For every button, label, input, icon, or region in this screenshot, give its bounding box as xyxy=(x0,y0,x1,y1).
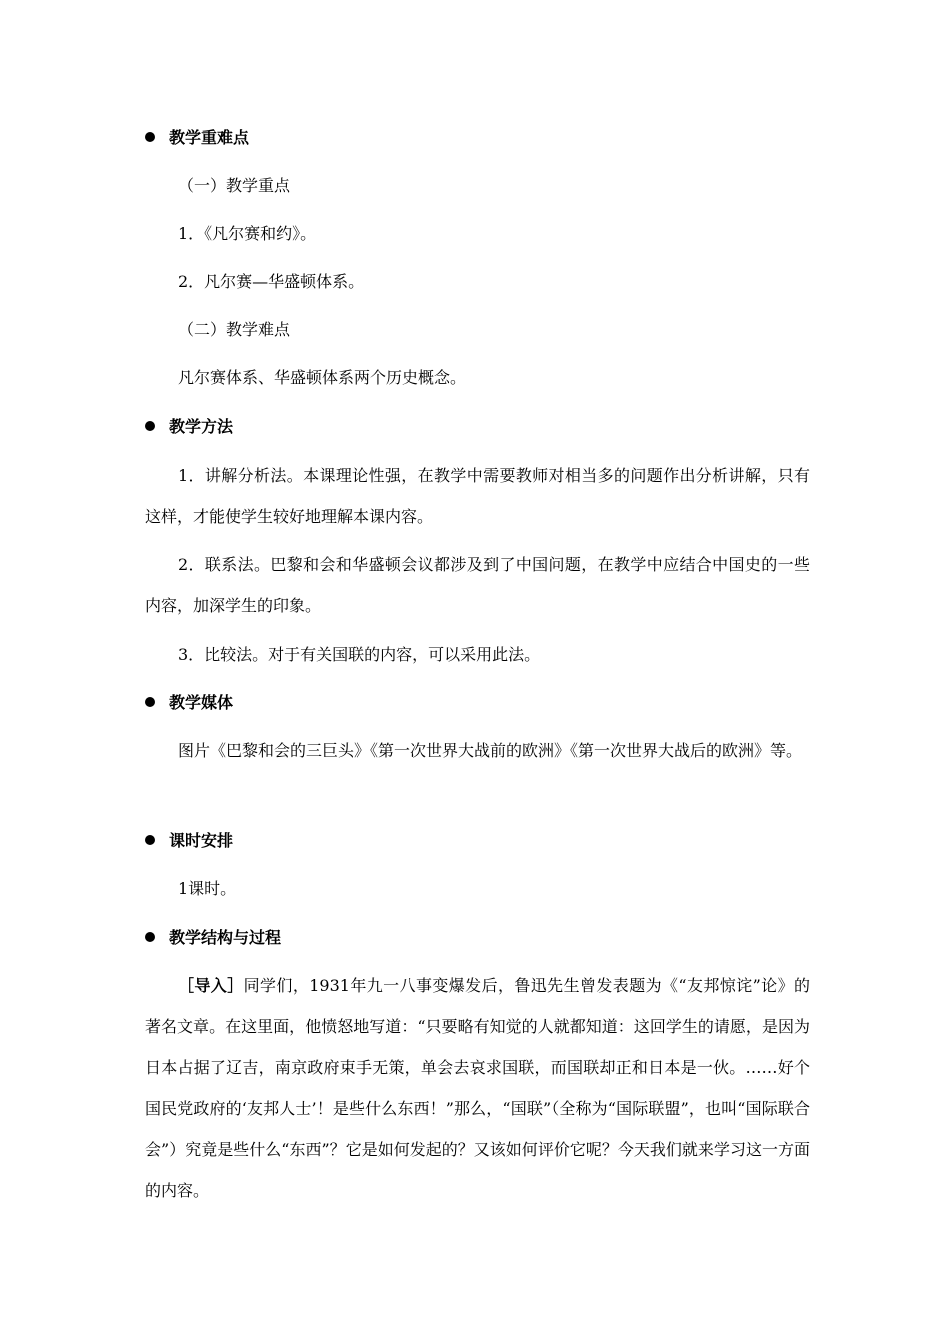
intro-tag: ［导入］ xyxy=(178,976,244,995)
intro-text: 同学们，1931年九一八事变爆发后，鲁迅先生曾发表题为《“友邦惊诧”论》的著名文章。在这里面，他愤怒地写道：“只要略有知觉的人就都知道：这回学生的请愿，是因为日本占据了辽吉，南京政府束手无策，单会去哀求国联，而国联却正和日本是一伙。……好个国民党政府的‘友邦人士’！是些什么东西！”那么，“国联”（全称为“国际联盟”，也叫“国际联合会”）究竟是些什么“东西”？它是如何发起的？又该如何评价它呢？今天我们就来学习这一方面的内容。 xyxy=(145,976,810,1200)
paragraph: 图片《巴黎和会的三巨头》《第一次世界大战前的欧洲》《第一次世界大战后的欧洲》等。 xyxy=(178,741,803,760)
text-line: （一）教学重点 xyxy=(178,176,291,195)
section-heading-structure-process: 教学结构与过程 xyxy=(145,928,281,948)
bullet-icon xyxy=(145,932,155,942)
text-line: （二）教学难点 xyxy=(178,320,291,339)
intro-paragraph xyxy=(145,965,810,1211)
paragraph: 2．联系法。巴黎和会和华盛顿会议都涉及到了中国问题，在教学中应结合中国史的一些内容，加深学生的印象。 xyxy=(145,555,810,615)
section-heading-teaching-media: 教学媒体 xyxy=(145,693,233,713)
bullet-icon xyxy=(145,835,155,845)
paragraph: 3．比较法。对于有关国联的内容，可以采用此法。 xyxy=(178,645,541,664)
section-heading-key-difficult-points: 教学重难点 xyxy=(145,128,249,148)
bullet-icon xyxy=(145,132,155,142)
text-line: 1．《凡尔赛和约》。 xyxy=(178,224,317,243)
section-heading-teaching-methods: 教学方法 xyxy=(145,417,233,437)
paragraph: 1课时。 xyxy=(178,879,237,898)
text-line: 凡尔赛体系、华盛顿体系两个历史概念。 xyxy=(178,368,467,387)
bullet-icon xyxy=(145,421,155,431)
text-line: 2．凡尔赛—华盛顿体系。 xyxy=(178,272,365,291)
section-heading-schedule: 课时安排 xyxy=(145,831,233,851)
paragraph: 1．讲解分析法。本课理论性强，在教学中需要教师对相当多的问题作出分析讲解，只有这样，才能使学生较好地理解本课内容。 xyxy=(145,466,810,526)
bullet-icon xyxy=(145,697,155,707)
